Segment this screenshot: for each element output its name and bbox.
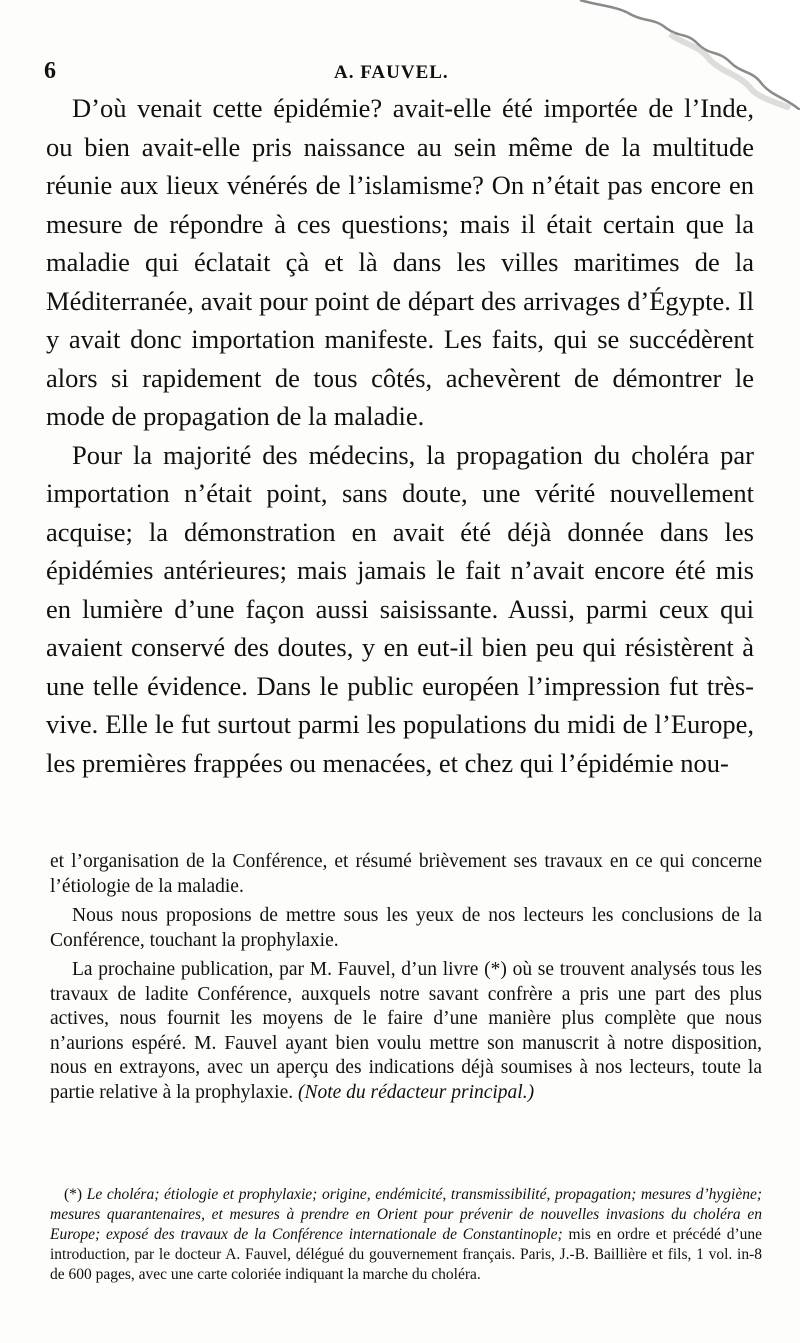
note-paragraph — [50, 958, 762, 1105]
main-paragraph: Pour la majorité des médecins, la propagation du choléra par importation n’était point, sans doute, une vérité nouvellement acquise; la démonstration en avait été déjà donnée dans les épidémies antérieures; mais jamais le fait n’avait encore été mis en lumière d’une façon aussi saisissante. Aussi, parmi ceux qui avaient conservé des doutes, y en eut-il bien peu qui résistèrent à une telle évidence. Dans le public européen l’impression fut très-vive. Elle le fut surtout parmi les populations du midi de l’Europe, les premières frappées ou menacées, et chez qui l’épidémie nou- — [46, 439, 754, 778]
note-paragraph: Nous nous proposions de mettre sous les yeux de nos lecteurs les conclusions de la Conférence, touchant la prophylaxie. — [50, 905, 762, 951]
editor-signature: (Note du rédacteur principal.) — [297, 1081, 535, 1103]
footnote-details: mis en ordre et précédé d’une introduction, par le docteur A. Fauvel, délégué du gouvernement français. Paris, J.-B. Baillière et fils, 1 vol. in-8 de 600 pages, avec une carte coloriée indiquant la marche du choléra. — [50, 1226, 763, 1283]
page-header — [44, 58, 744, 88]
editor-note-block — [50, 850, 762, 1110]
main-text-block — [46, 89, 754, 782]
running-head: A. FAUVEL. — [334, 62, 449, 83]
page-number: 6 — [44, 58, 56, 84]
note-paragraph: et l’organisation de la Conférence, et résumé brièvement ses travaux en ce qui concerne l’étiologie de la maladie. — [50, 851, 762, 897]
footnote-marker: (*) — [64, 1186, 83, 1203]
footnote-paragraph — [50, 1185, 762, 1285]
footnote-block — [50, 1185, 762, 1285]
main-paragraph: D’où venait cette épidémie? avait-elle été importée de l’Inde, ou bien avait-elle pris naissance au sein même de la multitude réunie aux lieux vénérés de l’islamisme? On n’était pas encore en mesure de répondre à ces questions; mais il était certain que la maladie qui éclatait çà et là dans les villes maritimes de la Méditerranée, avait pour point de départ des arrivages d’Égypte. Il y avait donc importation manifeste. Les faits, qui se succédèrent alors si rapidement de tous côtés, achevèrent de démontrer le mode de propagation de la maladie. — [46, 93, 754, 431]
footnote-title: Le choléra; étiologie et prophylaxie; origine, endémicité, transmissibilité, propagation; mesures d’hygiène; mesures quarantenaires, et mesures à prendre en Orient pour prévenir de nouvelles invasions du choléra en Europe; exposé des travaux de la Conférence internationale de Constantinople; — [50, 1186, 762, 1243]
note-paragraph-text: La prochaine publication, par M. Fauvel, d’un livre (*) où se trouvent analysés tous les travaux de ladite Conférence, auxquels notre savant confrère a pris une part des plus actives, nous fournit les moyens de le faire d’une manière plus complète que nous n’aurions espéré. M. Fauvel ayant bien voulu mettre son manuscrit à notre disposition, nous en extrayons, avec un aperçu des indications déjà soumises à nos lecteurs, toute la partie relative à la prophylaxie. — [50, 959, 762, 1103]
